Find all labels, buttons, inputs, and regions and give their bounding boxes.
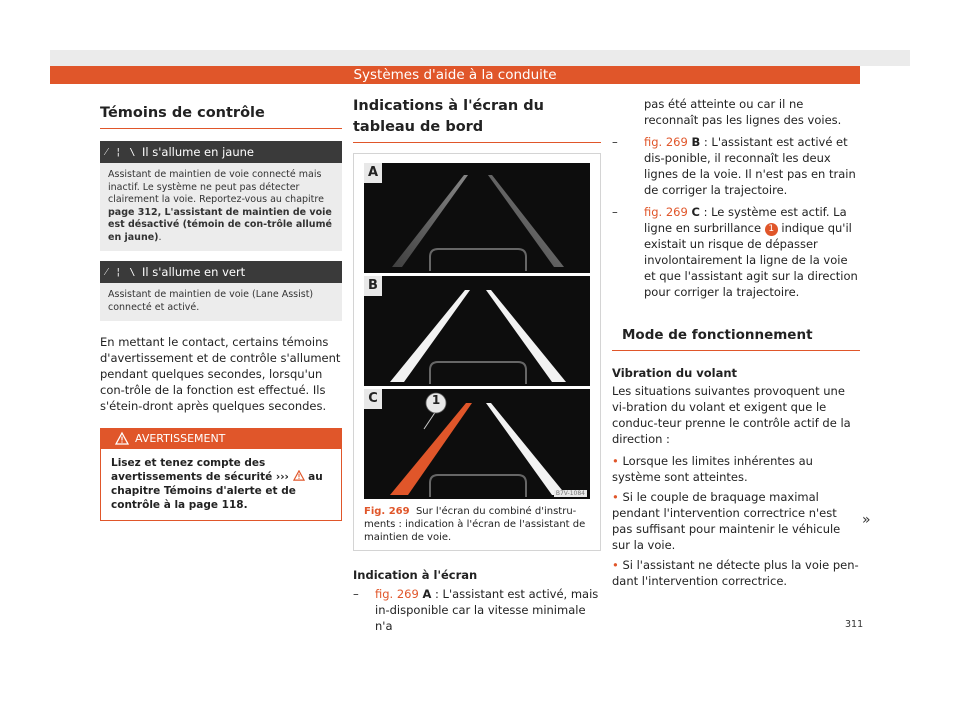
figure-link[interactable]: fig. 269 — [644, 135, 688, 149]
item-text: indique qu'il existait un risque de dépasser involontairement la ligne de la voie et que l'assistant agit sur la direction pour corriger la trajectoire. — [644, 221, 858, 299]
list-item-text — [644, 134, 860, 198]
callout-circle: 1 — [765, 223, 778, 236]
warning-text — [101, 449, 341, 520]
list-item — [612, 134, 860, 198]
lamp-header — [100, 141, 342, 163]
lamp-description — [100, 163, 342, 251]
figure-number: Fig. 269 — [364, 506, 410, 517]
list-item — [612, 204, 860, 300]
warning-text-part2: au chapitre Témoins d'alerte et de contrôle à la page 118. — [111, 471, 323, 511]
panel-letter: C — [691, 205, 700, 219]
figure-code: B7V-1084 — [555, 490, 585, 497]
figure-caption — [364, 505, 590, 544]
lane-assist-icon: ⁄ ¦ \ — [105, 266, 137, 278]
bullet-item — [612, 557, 860, 589]
bullet-item — [612, 453, 860, 485]
lamp-header — [100, 261, 342, 283]
figure-269 — [353, 153, 601, 551]
figure-link[interactable]: fig. 269 — [375, 587, 419, 601]
continued-text: pas été atteinte ou car il ne reconnaît pas les lignes des voies. — [644, 97, 842, 127]
warning-text-part1: Lisez et tenez compte des avertissements de sécurité ››› — [111, 457, 289, 483]
intro-paragraph: En mettant le contact, certains témoins d'avertissement et de contrôle s'allument pendant quelques secondes, lorsqu'un con-trôle de la fonction est effectué. Ils s'étein-dront après quelques secondes. — [100, 335, 341, 413]
lane-assist-icon: ⁄ ¦ \ — [105, 146, 137, 158]
figure-link[interactable]: fig. 269 — [644, 205, 688, 219]
lamp-description: Assistant de maintien de voie (Lane Assist) connecté et activé. — [100, 283, 342, 321]
panel-letter: A — [422, 587, 432, 601]
bullet-dot: • — [612, 454, 619, 468]
bullet-dot: • — [612, 558, 619, 572]
bullet-dot: • — [612, 490, 619, 504]
lamp-title: Il s'allume en jaune — [142, 145, 254, 159]
dash-marker: – — [353, 587, 359, 601]
warning-header — [101, 429, 341, 449]
display-panel-a — [364, 163, 590, 273]
lamp-title: Il s'allume en vert — [142, 265, 246, 279]
warning-triangle-icon — [115, 429, 129, 449]
chapter-header: Systèmes d'aide à la conduite — [50, 66, 860, 84]
lamp-text-end: . — [158, 231, 162, 243]
page-number: 311 — [845, 619, 864, 630]
warning-box — [100, 428, 342, 521]
lamp-block-yellow — [100, 141, 342, 251]
middle-column — [353, 96, 601, 634]
right-column — [612, 96, 860, 589]
item-text: : L'assistant est activé et dis-ponible, il reconnaît les deux lignes de la voie. Il n'est pas en train de corriger la trajectoire. — [644, 135, 856, 197]
list-item-text — [644, 204, 860, 300]
lamp-page-reference: page 312, L'assistant de maintien de voie est désactivé (témoin de con-trôle allumé en jaune) — [108, 206, 332, 243]
display-panel-b — [364, 276, 590, 386]
caption-text: Sur l'écran du combiné d'instru-ments : indication à l'écran de l'assistant de maintien de voie. — [364, 506, 586, 543]
continued-arrow-icon: » — [862, 512, 871, 528]
lane-lines-graphic — [364, 163, 592, 273]
bullet-text: Lorsque les limites inhérentes au système sont atteintes. — [612, 454, 813, 484]
dash-marker: – — [612, 205, 618, 219]
subheading-indication: Indication à l'écran — [353, 568, 478, 582]
bullet-item — [612, 489, 860, 553]
lane-lines-graphic — [364, 389, 592, 499]
display-panel-c — [364, 389, 590, 499]
dash-marker: – — [612, 135, 618, 149]
subheading-vibration: Vibration du volant — [612, 366, 738, 380]
list-item-text — [375, 586, 601, 634]
panel-label: A — [364, 163, 382, 183]
panel-label: B — [364, 276, 382, 296]
left-column — [100, 96, 342, 521]
list-item — [353, 586, 601, 634]
lamp-block-green — [100, 261, 342, 321]
bullet-text: Si le couple de braquage maximal pendant l'intervention correctrice n'est pas suffisant pour maintenir le véhicule sur la voie. — [612, 490, 841, 552]
warning-triangle-icon — [293, 470, 305, 481]
bullet-text: Si l'assistant ne détecte plus la voie pen-dant l'intervention correctrice. — [612, 558, 859, 588]
warning-title: AVERTISSEMENT — [135, 432, 226, 445]
section-heading-mode: Mode de fonctionnement — [612, 324, 860, 351]
item-text: : Le système est actif. La ligne en surbrillance — [644, 205, 847, 235]
section-heading-indications: Indications à l'écran du tableau de bord — [353, 96, 601, 143]
panel-letter: B — [691, 135, 701, 149]
lamp-text: Assistant de maintien de voie connecté mais inactif. Le système ne peut pas détecter clairement la voie. Reportez-vous au chapitre — [108, 169, 324, 205]
section-heading-temoins: Témoins de contrôle — [100, 102, 342, 129]
callout-number: 1 — [431, 393, 441, 407]
item-text: : L'assistant est activé, mais in-disponible car la vitesse minimale n'a — [375, 587, 599, 633]
panel-label: C — [364, 389, 382, 409]
vibration-intro: Les situations suivantes provoquent une vi-bration du volant et exigent que le conduc-teur prenne le contrôle actif de la direction : — [612, 384, 851, 446]
lane-lines-graphic — [364, 276, 592, 386]
